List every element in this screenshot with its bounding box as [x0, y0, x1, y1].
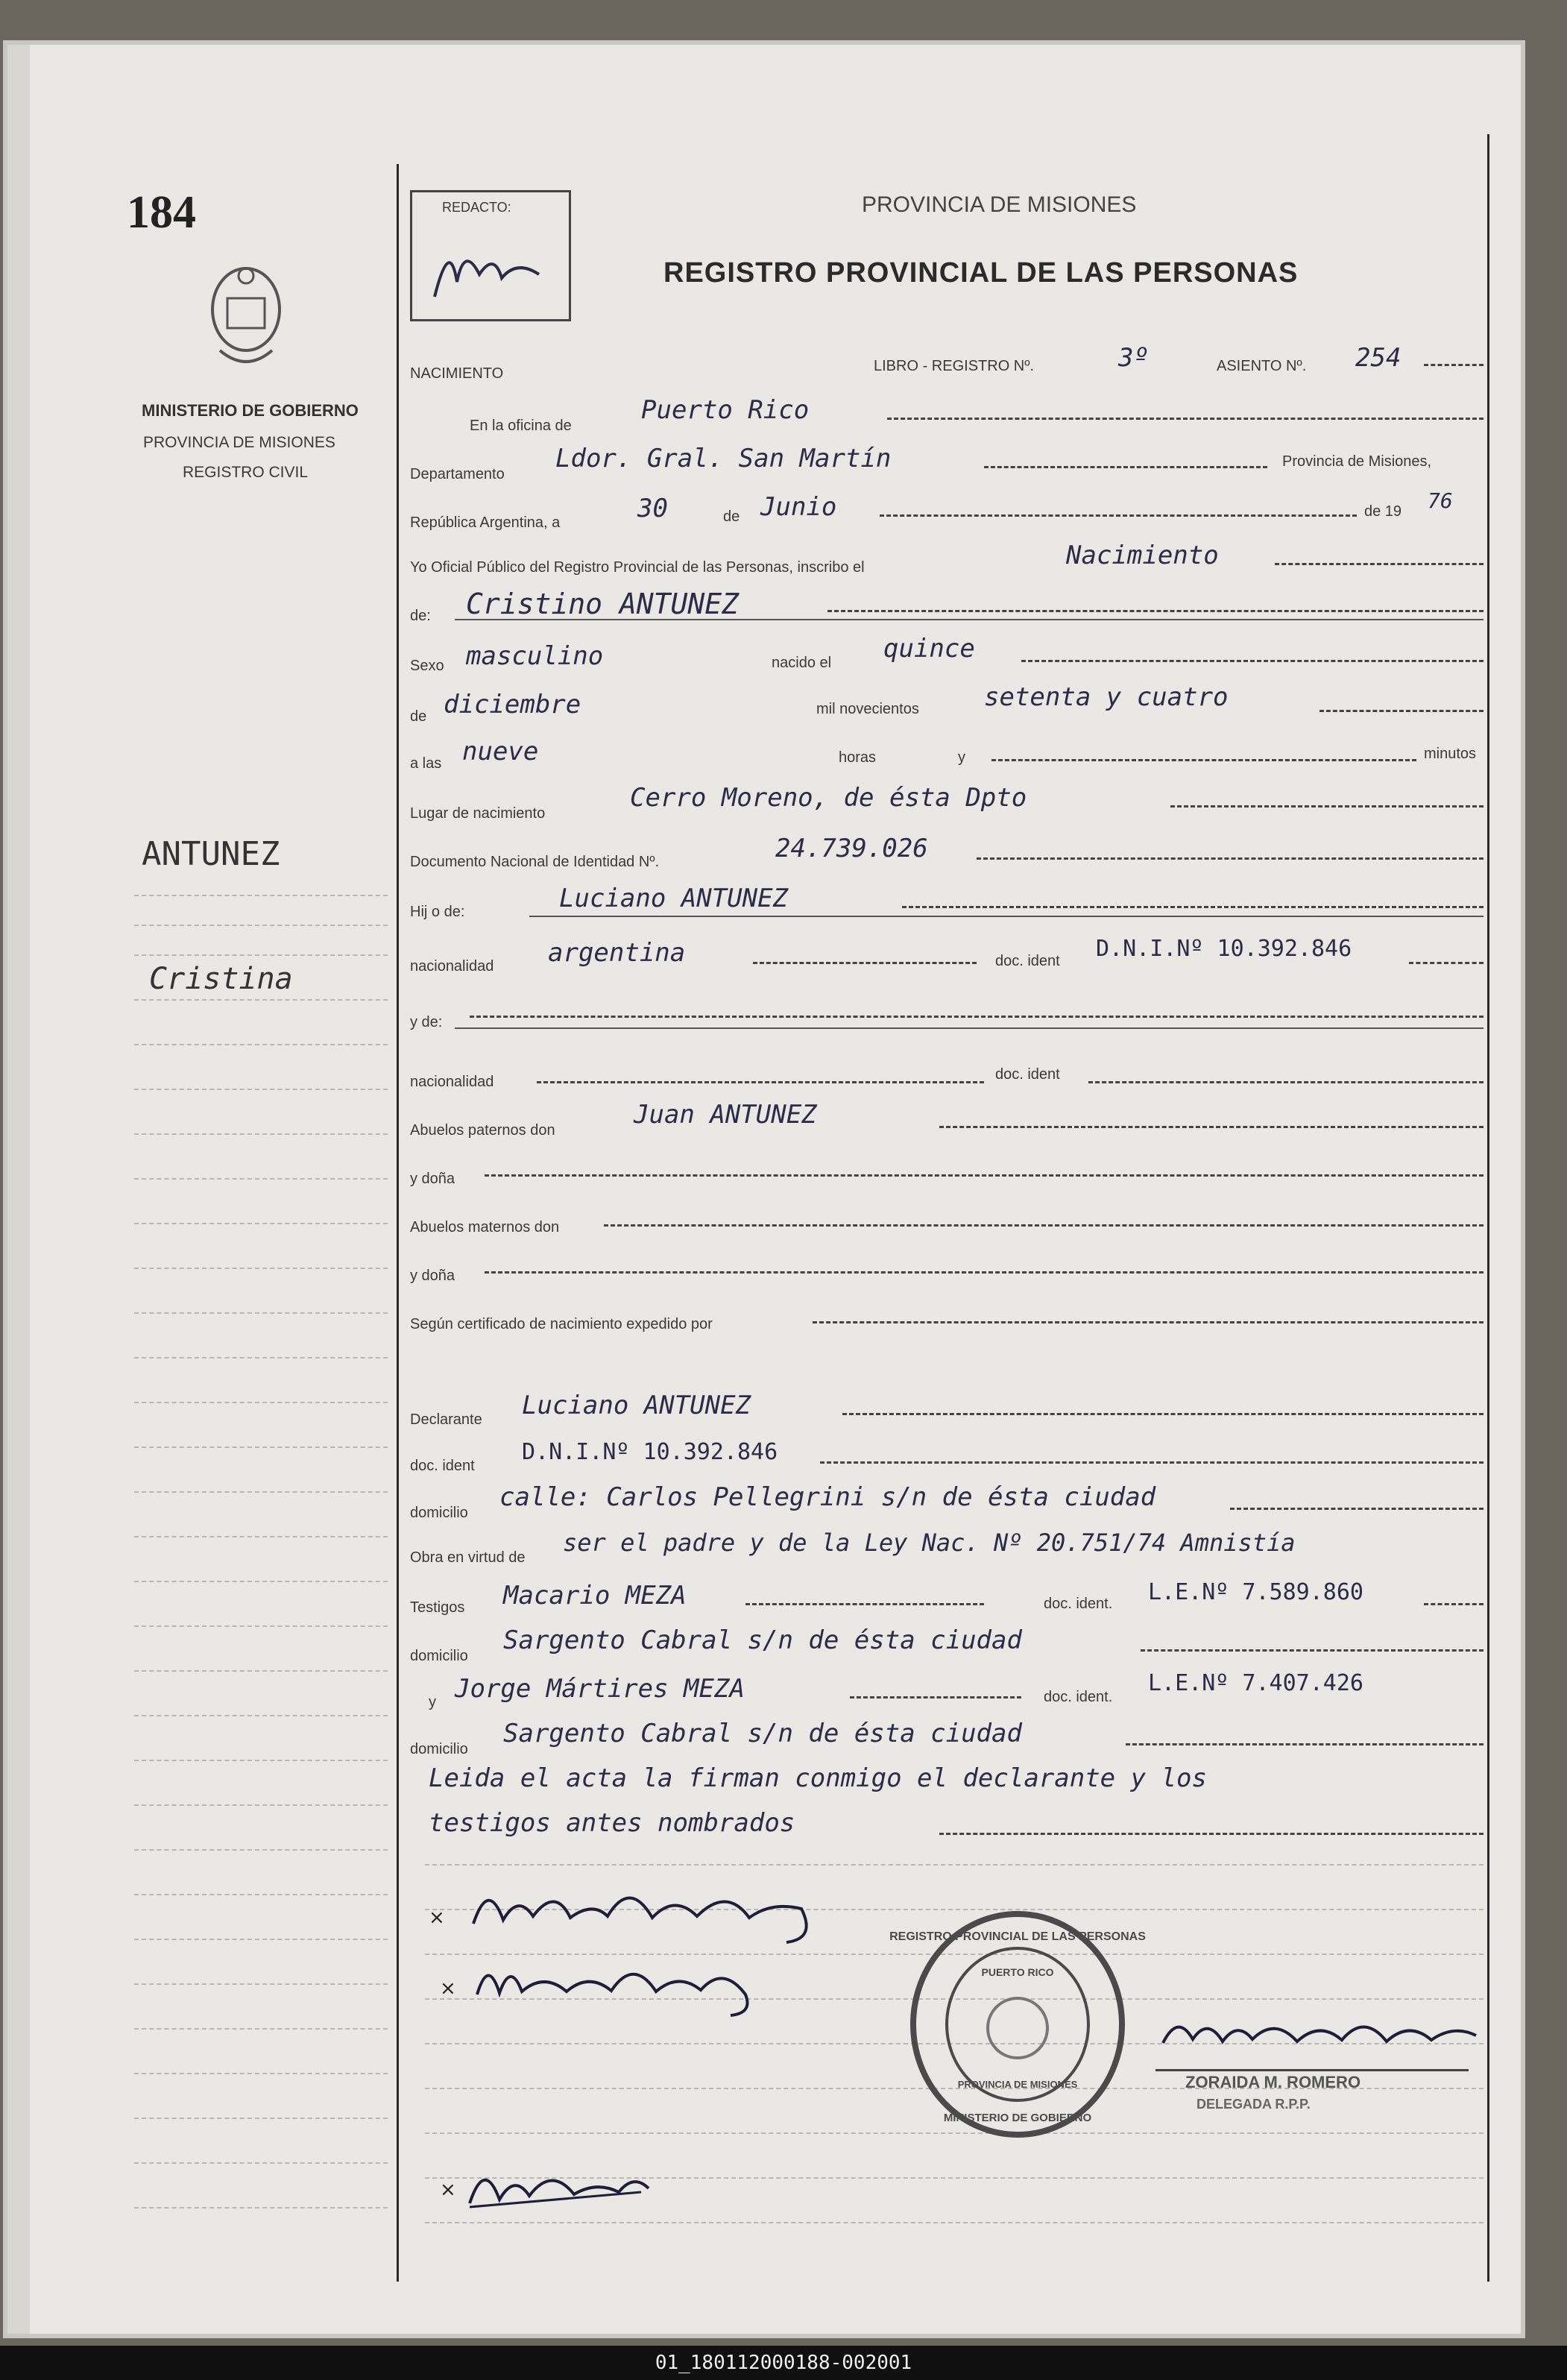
filler-dash: [1088, 1081, 1484, 1083]
value-nacionalidad-padre: argentina: [548, 938, 686, 968]
value-abuelo-paterno: Juan ANTUNEZ: [634, 1100, 817, 1130]
margin-given-name: Cristina: [149, 962, 293, 996]
value-departamento: Ldor. Gral. San Martín: [555, 444, 892, 473]
value-anio: 76: [1428, 488, 1453, 513]
label-obra: Obra en virtud de: [410, 1549, 526, 1566]
label-nacionalidad2: nacionalidad: [410, 1074, 494, 1090]
label-doc-ident: doc. ident: [995, 953, 1060, 969]
filler-dash: [984, 466, 1267, 468]
label-oficina: En la oficina de: [470, 418, 572, 434]
signature-meza: [440, 2151, 663, 2218]
value-sexo: masculino: [466, 641, 604, 671]
folio-number: 184: [127, 187, 196, 238]
filler-dash: [880, 514, 1357, 517]
label-domicilio2: domicilio: [410, 1648, 468, 1664]
filler-dash: [604, 1224, 1484, 1227]
filler-dash: [813, 1321, 1484, 1323]
value-testigo2: Jorge Mártires MEZA: [455, 1674, 745, 1704]
filler-dash: [827, 610, 1484, 612]
filler-dash: [850, 1696, 1021, 1699]
redacto-label: REDACTO:: [442, 200, 511, 215]
label-segun-certificado: Según certificado de nacimiento expedido por: [410, 1316, 713, 1332]
label-lugar: Lugar de nacimiento: [410, 805, 546, 822]
value-asiento: 254: [1355, 343, 1402, 373]
value-nacido-el: quince: [883, 634, 975, 664]
label-y-testigo2: y: [429, 1694, 436, 1710]
left-vertical-rule: [397, 164, 399, 2282]
header-title: REGISTRO PROVINCIAL DE LAS PERSONAS: [663, 257, 1299, 289]
stamp-inner-bottom: PROVINCIA DE MISIONES: [957, 2079, 1078, 2090]
stamp-inner-top: PUERTO RICO: [981, 1966, 1054, 1978]
official-role-stamp: DELEGADA R.P.P.: [1196, 2097, 1311, 2112]
label-de-nombre: de:: [410, 608, 431, 624]
signature-official: [1155, 2006, 1484, 2065]
right-vertical-rule: [1487, 134, 1489, 2282]
value-mes: Junio: [760, 492, 837, 522]
label-de-19: de 19: [1364, 503, 1402, 520]
header-province: PROVINCIA DE MISIONES: [862, 192, 1137, 217]
svg-text:×: ×: [440, 2179, 456, 2201]
closing-line-1: Leida el acta la firman conmigo el declarante y los: [429, 1763, 1207, 1793]
value-libro: 3º: [1118, 343, 1149, 373]
filler-dash: [991, 759, 1416, 761]
mother-rule: [455, 1027, 1484, 1029]
filler-dash: [902, 906, 1484, 908]
image-caption: 01_180112000188-002001: [655, 2352, 912, 2374]
label-doc-ident2: doc. ident: [995, 1066, 1060, 1083]
value-padre: Luciano ANTUNEZ: [559, 884, 789, 913]
label-y-dona2: y doña: [410, 1268, 455, 1284]
label-de-mes-nac: de: [410, 708, 427, 725]
value-anio-nac: setenta y cuatro: [984, 682, 1229, 712]
value-documento: 24.739.026: [775, 834, 928, 863]
value-dia: 30: [637, 494, 668, 523]
filler-dash: [1424, 1603, 1484, 1605]
value-obra: ser el padre y de la Ley Nac. Nº 20.751/74 Amnistía: [563, 1529, 1296, 1557]
value-testigo1: Macario MEZA: [503, 1581, 687, 1611]
value-mes-nac: diciembre: [444, 690, 581, 720]
label-abuelos-maternos: Abuelos maternos don: [410, 1219, 560, 1235]
filler-dash: [485, 1271, 1484, 1274]
stamp-outer-text: REGISTRO PROVINCIAL DE LAS PERSONAS: [889, 1930, 1146, 1943]
label-doc-ident3: doc. ident: [410, 1458, 475, 1474]
label-nacionalidad: nacionalidad: [410, 958, 494, 975]
label-testigos: Testigos: [410, 1599, 465, 1616]
value-hora: nueve: [462, 737, 539, 766]
label-doc-ident5: doc. ident.: [1044, 1689, 1113, 1705]
label-sexo: Sexo: [410, 658, 444, 674]
value-lugar: Cerro Moreno, de ésta Dpto: [630, 783, 1027, 813]
svg-text:×: ×: [440, 1977, 456, 2000]
ministry-label: MINISTERIO DE GOBIERNO: [142, 401, 359, 420]
filler-dash: [887, 418, 1484, 420]
label-domicilio: domicilio: [410, 1505, 468, 1521]
official-name-stamp: ZORAIDA M. ROMERO: [1185, 2073, 1361, 2091]
filler-dash: [842, 1413, 1484, 1415]
filler-dash: [753, 962, 977, 964]
signature-macario: [440, 1942, 783, 2017]
margin-surname: ANTUNEZ: [142, 835, 280, 873]
redacto-box: [410, 190, 571, 321]
label-minutos: minutos: [1424, 746, 1477, 762]
value-doc-testigo1: L.E.Nº 7.589.860: [1148, 1579, 1363, 1605]
value-nombre: Cristino ANTUNEZ: [466, 588, 740, 620]
value-domicilio-testigo2: Sargento Cabral s/n de ésta ciudad: [503, 1719, 1022, 1748]
value-doc-padre: D.N.I.Nº 10.392.846: [1096, 936, 1352, 962]
label-y-de: y de:: [410, 1014, 443, 1030]
label-nacido-el: nacido el: [772, 655, 832, 671]
signature-luciano: [429, 1864, 846, 1946]
label-abuelos-paternos: Abuelos paternos don: [410, 1122, 555, 1139]
filler-dash: [1230, 1508, 1484, 1510]
filler-dash: [537, 1081, 984, 1083]
filler-dash: [1141, 1649, 1484, 1652]
label-horas: horas: [839, 749, 877, 766]
closing-line-2: testigos antes nombrados: [429, 1808, 795, 1838]
value-domicilio-declarante: calle: Carlos Pellegrini s/n de ésta ciudad: [499, 1482, 1156, 1512]
label-de-mes: de: [723, 509, 740, 525]
value-domicilio-testigo1: Sargento Cabral s/n de ésta ciudad: [503, 1625, 1022, 1655]
label-doc-ident4: doc. ident.: [1044, 1596, 1113, 1612]
filler-dash: [1126, 1743, 1484, 1745]
svg-text:×: ×: [429, 1907, 445, 1929]
filler-dash: [820, 1461, 1484, 1464]
label-nacimiento: NACIMIENTO: [410, 365, 504, 382]
name-rule: [455, 619, 1484, 620]
record-page: [7, 45, 1521, 2334]
label-documento: Documento Nacional de Identidad Nº.: [410, 854, 660, 870]
label-hijo: Hij o de:: [410, 904, 465, 920]
official-seal-stamp: [889, 1909, 1146, 2140]
redacto-signature: [412, 222, 561, 312]
label-a-las: a las: [410, 755, 442, 772]
filler-dash: [1320, 710, 1484, 712]
coat-of-arms-icon: [205, 261, 287, 373]
filler-dash: [485, 1174, 1484, 1177]
label-asiento: ASIENTO Nº.: [1217, 358, 1307, 374]
label-libro: LIBRO - REGISTRO Nº.: [874, 358, 1035, 374]
office-label: REGISTRO CIVIL: [183, 464, 309, 481]
value-doc-testigo2: L.E.Nº 7.407.426: [1148, 1670, 1363, 1696]
label-departamento: Departamento: [410, 466, 505, 482]
image-caption-bar: [0, 2346, 1567, 2380]
value-oficina: Puerto Rico: [641, 395, 810, 425]
filler-dash: [1021, 660, 1484, 662]
label-yo-oficial: Yo Oficial Público del Registro Provincial de las Personas, inscribo el: [410, 559, 865, 576]
label-declarante: Declarante: [410, 1411, 482, 1428]
label-y-dona: y doña: [410, 1171, 455, 1187]
filler-dash: [939, 1126, 1484, 1128]
filler-dash: [977, 857, 1484, 860]
father-rule: [529, 916, 1484, 917]
value-doc-declarante: D.N.I.Nº 10.392.846: [522, 1439, 778, 1465]
stamp-bottom-text: MINISTERIO DE GOBIERNO: [943, 2112, 1092, 2124]
label-provincia-misiones: Provincia de Misiones,: [1282, 453, 1432, 470]
filler-dash: [939, 1833, 1484, 1835]
filler-dash: [745, 1603, 984, 1605]
label-domicilio3: domicilio: [410, 1741, 468, 1757]
label-republica: República Argentina, a: [410, 514, 561, 531]
filler-dash: [470, 1016, 1484, 1018]
filler-dash: [1170, 805, 1484, 808]
filler-dash: [1275, 563, 1484, 565]
province-label: PROVINCIA DE MISIONES: [143, 434, 335, 451]
filler-dash: [1409, 962, 1484, 964]
value-declarante: Luciano ANTUNEZ: [522, 1391, 751, 1420]
label-y-minutos: y: [958, 749, 965, 766]
filler-dash: [1424, 364, 1484, 366]
page-edge: [7, 45, 30, 2334]
value-inscribo: Nacimiento: [1066, 541, 1219, 570]
label-mil-novecientos: mil novecientos: [816, 701, 919, 717]
official-signature-line: [1155, 2069, 1469, 2071]
